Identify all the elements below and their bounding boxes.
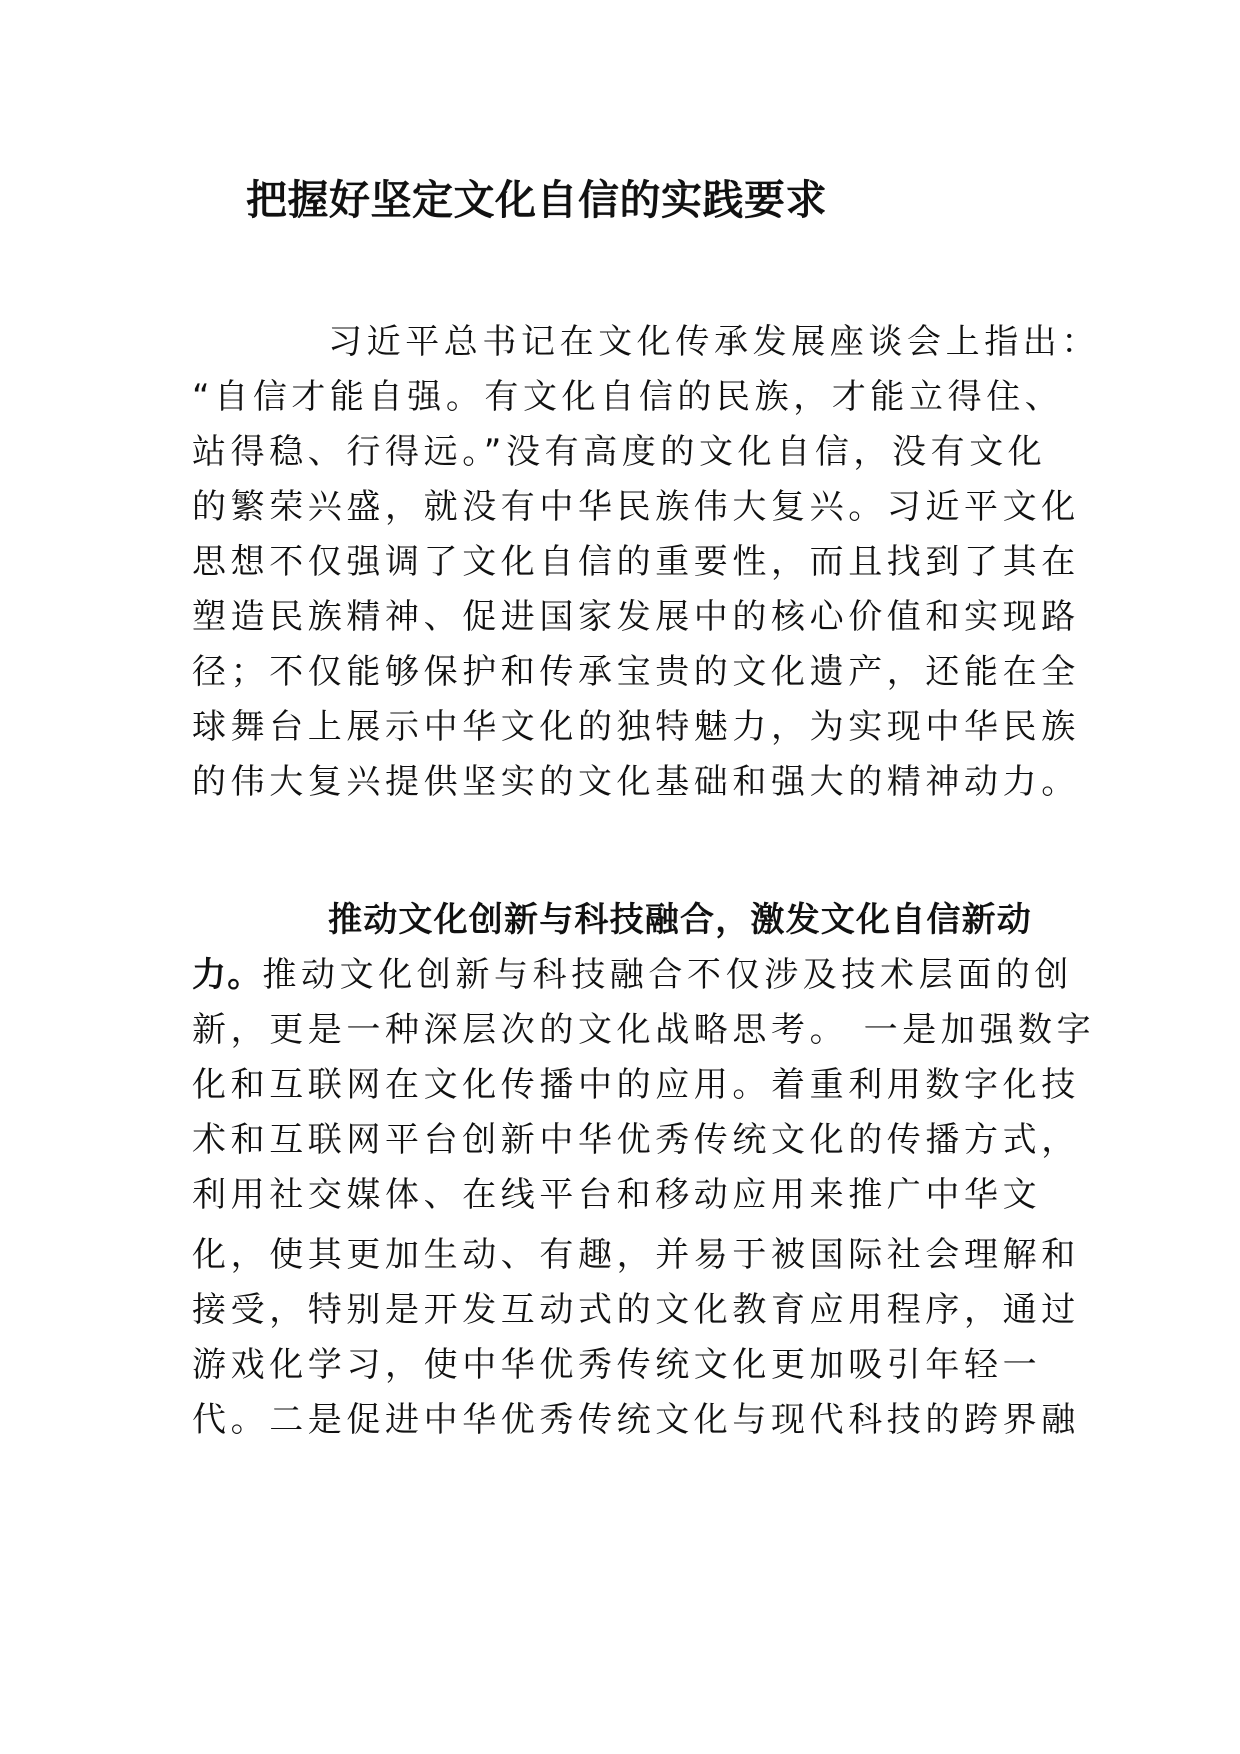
- paragraph-line: 站得稳、行得远。”没有高度的文化自信，没有文化: [192, 432, 1047, 472]
- paragraph-line: 化，使其更加生动、有趣，并易于被国际社会理解和: [192, 1235, 1080, 1275]
- paragraph-line: 塑造民族精神、促进国家发展中的核心价值和实现路: [192, 597, 1080, 637]
- section-heading-end: 力。: [192, 955, 263, 995]
- paragraph-line: 径；不仅能够保护和传承宝贵的文化遗产，还能在全: [192, 652, 1080, 692]
- paragraph-line: 利用社交媒体、在线平台和移动应用来推广中华文: [192, 1175, 1042, 1215]
- paragraph-line: 的繁荣兴盛，就没有中华民族伟大复兴。习近平文化: [192, 487, 1080, 527]
- paragraph-line: 思想不仅强调了文化自信的重要性，而且找到了其在: [192, 542, 1080, 582]
- paragraph-line: 化和互联网在文化传播中的应用。着重利用数字化技: [192, 1065, 1080, 1105]
- paragraph-line: 习近平总书记在文化传承发展座谈会上指出：: [328, 322, 1100, 362]
- paragraph-line: 新，更是一种深层次的文化战略思考。 一是加强数字: [192, 1010, 1096, 1050]
- paragraph-line: 球舞台上展示中华文化的独特魅力，为实现中华民族: [192, 707, 1080, 747]
- paragraph-line: [192, 951, 1073, 999]
- paragraph-line: 代。二是促进中华优秀传统文化与现代科技的跨界融: [192, 1400, 1080, 1440]
- paragraph-text: 推动文化创新与科技融合不仅涉及技术层面的创: [262, 955, 1074, 995]
- paragraph-line: 游戏化学习，使中华优秀传统文化更加吸引年轻一: [192, 1345, 1042, 1385]
- paragraph-line: 的伟大复兴提供坚实的文化基础和强大的精神动力。: [192, 762, 1080, 802]
- paragraph-line: “自信才能自强。有文化自信的民族，才能立得住、: [192, 377, 1064, 417]
- paragraph-line: 术和互联网平台创新中华优秀传统文化的传播方式，: [192, 1120, 1080, 1160]
- paragraph-line: 接受，特别是开发互动式的文化教育应用程序，通过: [192, 1290, 1080, 1330]
- document-title: 把握好坚定文化自信的实践要求: [246, 176, 827, 224]
- section-heading: 推动文化创新与科技融合，激发文化自信新动: [328, 900, 1032, 940]
